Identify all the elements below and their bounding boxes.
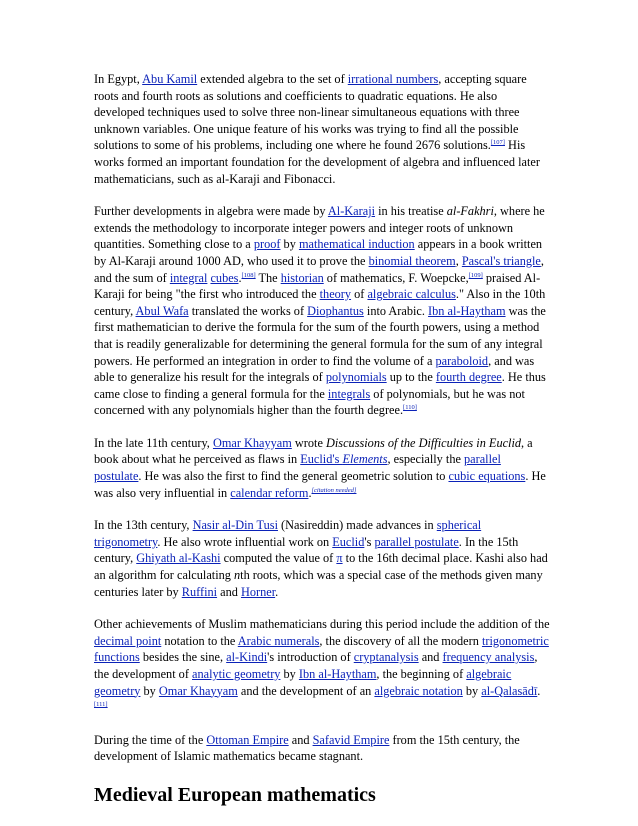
citation-link[interactable]: [111]	[94, 701, 108, 709]
text-run: (Nasireddin) made advances in	[277, 518, 437, 533]
text-run: . He was also very influential in	[94, 469, 546, 500]
citation-link[interactable]: [citation needed]	[311, 486, 357, 494]
link-cubic-equations[interactable]: cubic equations	[448, 469, 526, 484]
text-run: Other achievements of Muslim mathematicians during this period include the addition of the	[94, 617, 550, 632]
link-frequency-analysis[interactable]: frequency analysis	[442, 650, 535, 665]
link-analytic-geometry[interactable]: analytic geometry	[192, 667, 281, 681]
link-calendar-reform[interactable]: calendar reform	[230, 485, 309, 500]
text-run: .	[537, 683, 541, 698]
text-run: The	[255, 270, 281, 285]
citation-superscript	[242, 272, 256, 279]
link-pascal-s-triangle[interactable]: Pascal's triangle	[461, 253, 541, 268]
link-proof[interactable]: proof	[253, 237, 281, 252]
link-ibn-al-haytham[interactable]: Ibn al-Haytham	[298, 667, 377, 681]
text-run: In Egypt,	[94, 72, 143, 86]
text-run: .	[308, 485, 312, 500]
link-parallel-postulate[interactable]: parallel postulate	[374, 534, 459, 549]
citation-link[interactable]: [107]	[490, 139, 505, 147]
link-theory[interactable]: theory	[319, 287, 352, 302]
link-algebraic-notation[interactable]: algebraic notation	[374, 683, 463, 698]
text-run: computed the value of	[220, 551, 337, 566]
link-al-qalas-d[interactable]: al-Qalasādī	[481, 683, 538, 698]
text-run: of	[351, 287, 368, 302]
link-ruffini[interactable]: Ruffini	[181, 584, 218, 599]
link-abu-kamil[interactable]: Abu Kamil	[142, 72, 198, 86]
paragraph-other-achievements	[94, 616, 550, 716]
text-run: and	[418, 650, 443, 665]
text-run: , a book about what he perceived as flaws in	[94, 435, 533, 467]
text-run: , where he extends the methodology to incorporate integer powers and integer roots of unknown quantities. Something close to a	[94, 204, 545, 252]
paragraph-13th-century	[94, 517, 550, 600]
text-run: Further developments in algebra were made by	[94, 204, 328, 219]
citation-superscript	[469, 272, 483, 279]
link-omar-khayyam[interactable]: Omar Khayyam	[212, 435, 292, 450]
link-ibn-al-haytham[interactable]: Ibn al-Haytham	[428, 303, 506, 318]
text-run: , the beginning of	[376, 667, 467, 681]
text-run: In the late 11th century,	[94, 435, 213, 450]
link-algebraic-geometry[interactable]: algebraic geometry	[94, 667, 512, 698]
text-run: , accepting square roots and fourth roots as solutions and coefficients to quadratic equations. He also developed techniques used to solve three non-linear simultaneous equations with three unknown variables. One unique feature of his works was trying to find all the possible solutions to some of his problems, including one where he found 2676 solutions.	[94, 72, 527, 153]
text-run: was the first mathematician to derive the formula for the sum of the fourth powers, using a method that is readily generalizable for determining the general formula for the sum of any integral powers. He performed an integration in order to find the volume of a	[94, 303, 546, 368]
text-run: . He was also the first to find the general geometric solution to	[138, 469, 449, 484]
text-run: by	[280, 237, 299, 252]
text-run: 's	[364, 534, 375, 549]
text-run: and	[288, 732, 313, 747]
link-horner[interactable]: Horner	[240, 584, 276, 599]
text-run: from the 15th century, the development of Islamic mathematics became stagnant.	[94, 732, 520, 764]
text-run: in his treatise	[375, 204, 447, 219]
text-run: , the discovery of all the modern	[319, 633, 482, 648]
text-run: .	[275, 584, 279, 599]
text-run: up to the	[386, 370, 436, 385]
text-run: translated the works of	[188, 303, 308, 318]
link-euclid-s[interactable]: Euclid's	[300, 452, 343, 467]
text-run: 's introduction of	[267, 650, 354, 665]
text-run: extended algebra to the set of	[197, 72, 348, 86]
text-run: wrote	[291, 435, 326, 450]
text-run: .	[238, 270, 242, 285]
link-integral[interactable]: integral	[169, 270, 208, 285]
link-algebraic-calculus[interactable]: algebraic calculus	[367, 287, 456, 302]
text-run: to the 16th decimal place. Kashi also had an algorithm for calculating	[94, 551, 548, 583]
link-euclid[interactable]: Euclid	[332, 534, 365, 549]
link-decimal-point[interactable]: decimal point	[94, 633, 162, 648]
section-heading: Medieval European mathematics	[94, 783, 376, 806]
link-integrals[interactable]: integrals	[327, 386, 371, 401]
citation-link[interactable]: [110]	[403, 404, 417, 412]
text-run: of mathematics, F. Woepcke,	[323, 270, 469, 285]
text-run: by	[280, 667, 299, 681]
link-elements[interactable]: Elements	[342, 452, 388, 467]
link-al-kindi[interactable]: al-Kindi	[226, 650, 268, 665]
text-run: ." Also in the 10th century,	[94, 287, 546, 318]
paragraph-abu-kamil	[94, 71, 550, 187]
link-polynomials[interactable]: polynomials	[325, 370, 387, 385]
text-run: . He thus came close to finding a general formula for the	[94, 370, 546, 401]
citation-superscript	[94, 701, 108, 708]
text-run: praised Al-Karaji for being "the first who introduced the	[94, 270, 541, 302]
text-run: , the development of	[94, 650, 538, 681]
text-run: of polynomials, but he was not concerned with any polynomials higher than the fourth degree.	[94, 386, 525, 418]
link-cubes[interactable]: cubes	[210, 270, 239, 285]
link-spherical-trigonometry[interactable]: spherical trigonometry	[94, 518, 482, 549]
document-page	[94, 71, 550, 807]
text-run: by	[462, 683, 482, 698]
link-paraboloid[interactable]: paraboloid	[435, 353, 489, 368]
text-run: besides the sine,	[139, 650, 227, 665]
text-run: , and was able to generalize his result for the integrals of	[94, 353, 535, 385]
text-run: In the 13th century,	[94, 518, 193, 533]
text-run: His works formed an important foundation for the development of algebra and influenced later mathematicians, such as al-Karaji and Fibonacci.	[94, 138, 540, 186]
link-trigonometric-functions[interactable]: trigonometric functions	[94, 633, 549, 665]
link-al-karaji[interactable]: Al-Karaji	[327, 204, 376, 219]
link-mathematical-induction[interactable]: mathematical induction	[298, 237, 415, 252]
link-ghiyath-al-kashi[interactable]: Ghiyath al-Kashi	[136, 551, 221, 566]
link-abul-wafa[interactable]: Abul Wafa	[135, 303, 189, 318]
citation-link[interactable]: [108]	[241, 271, 256, 279]
paragraph-al-karaji	[94, 203, 550, 419]
text-run: by	[140, 683, 159, 698]
text-run: . He also wrote influential work on	[157, 534, 333, 549]
citation-link[interactable]: [109]	[468, 271, 483, 279]
citation-superscript	[312, 487, 357, 494]
link-fourth-degree[interactable]: fourth degree	[435, 370, 502, 385]
link-irrational-numbers[interactable]: irrational numbers	[347, 72, 439, 86]
citation-superscript	[491, 139, 505, 146]
link-cryptanalysis[interactable]: cryptanalysis	[353, 650, 419, 665]
link-ottoman-empire[interactable]: Ottoman Empire	[206, 732, 289, 747]
text-run: ,	[455, 253, 462, 268]
italic-text: n	[234, 568, 241, 583]
text-run: th roots, which was a special case of the methods given many centuries later by	[94, 568, 543, 599]
italic-text: al-Fakhri	[446, 204, 494, 219]
text-run: , especially the	[387, 452, 464, 467]
link-diophantus[interactable]: Diophantus	[307, 303, 364, 318]
text-run: into Arabic.	[363, 303, 429, 318]
text-run: , and the sum of	[94, 253, 544, 285]
link-binomial-theorem[interactable]: binomial theorem	[368, 253, 456, 268]
italic-text: Discussions of the Difficulties in Euclid	[326, 435, 522, 450]
link-arabic-numerals[interactable]: Arabic numerals	[237, 633, 320, 648]
link-omar-khayyam[interactable]: Omar Khayyam	[158, 683, 238, 698]
text-run: and	[217, 584, 241, 599]
paragraph-ottoman	[94, 732, 550, 765]
link-x[interactable]: π	[336, 551, 343, 566]
link-nasir-al-din-tusi[interactable]: Nasir al-Din Tusi	[192, 518, 278, 533]
paragraph-omar-khayyam	[94, 435, 550, 501]
citation-superscript	[403, 404, 417, 411]
link-parallel-postulate[interactable]: parallel postulate	[94, 452, 501, 484]
text-run: notation to the	[161, 633, 238, 648]
text-run: and the development of an	[237, 683, 375, 698]
text-run: appears in a book written by Al-Karaji around 1000 AD, who used it to prove the	[94, 237, 543, 268]
text-run: During the time of the	[94, 732, 207, 747]
link-historian[interactable]: historian	[280, 270, 324, 285]
link-safavid-empire[interactable]: Safavid Empire	[312, 732, 390, 747]
text-run: . In the 15th century,	[94, 534, 519, 566]
